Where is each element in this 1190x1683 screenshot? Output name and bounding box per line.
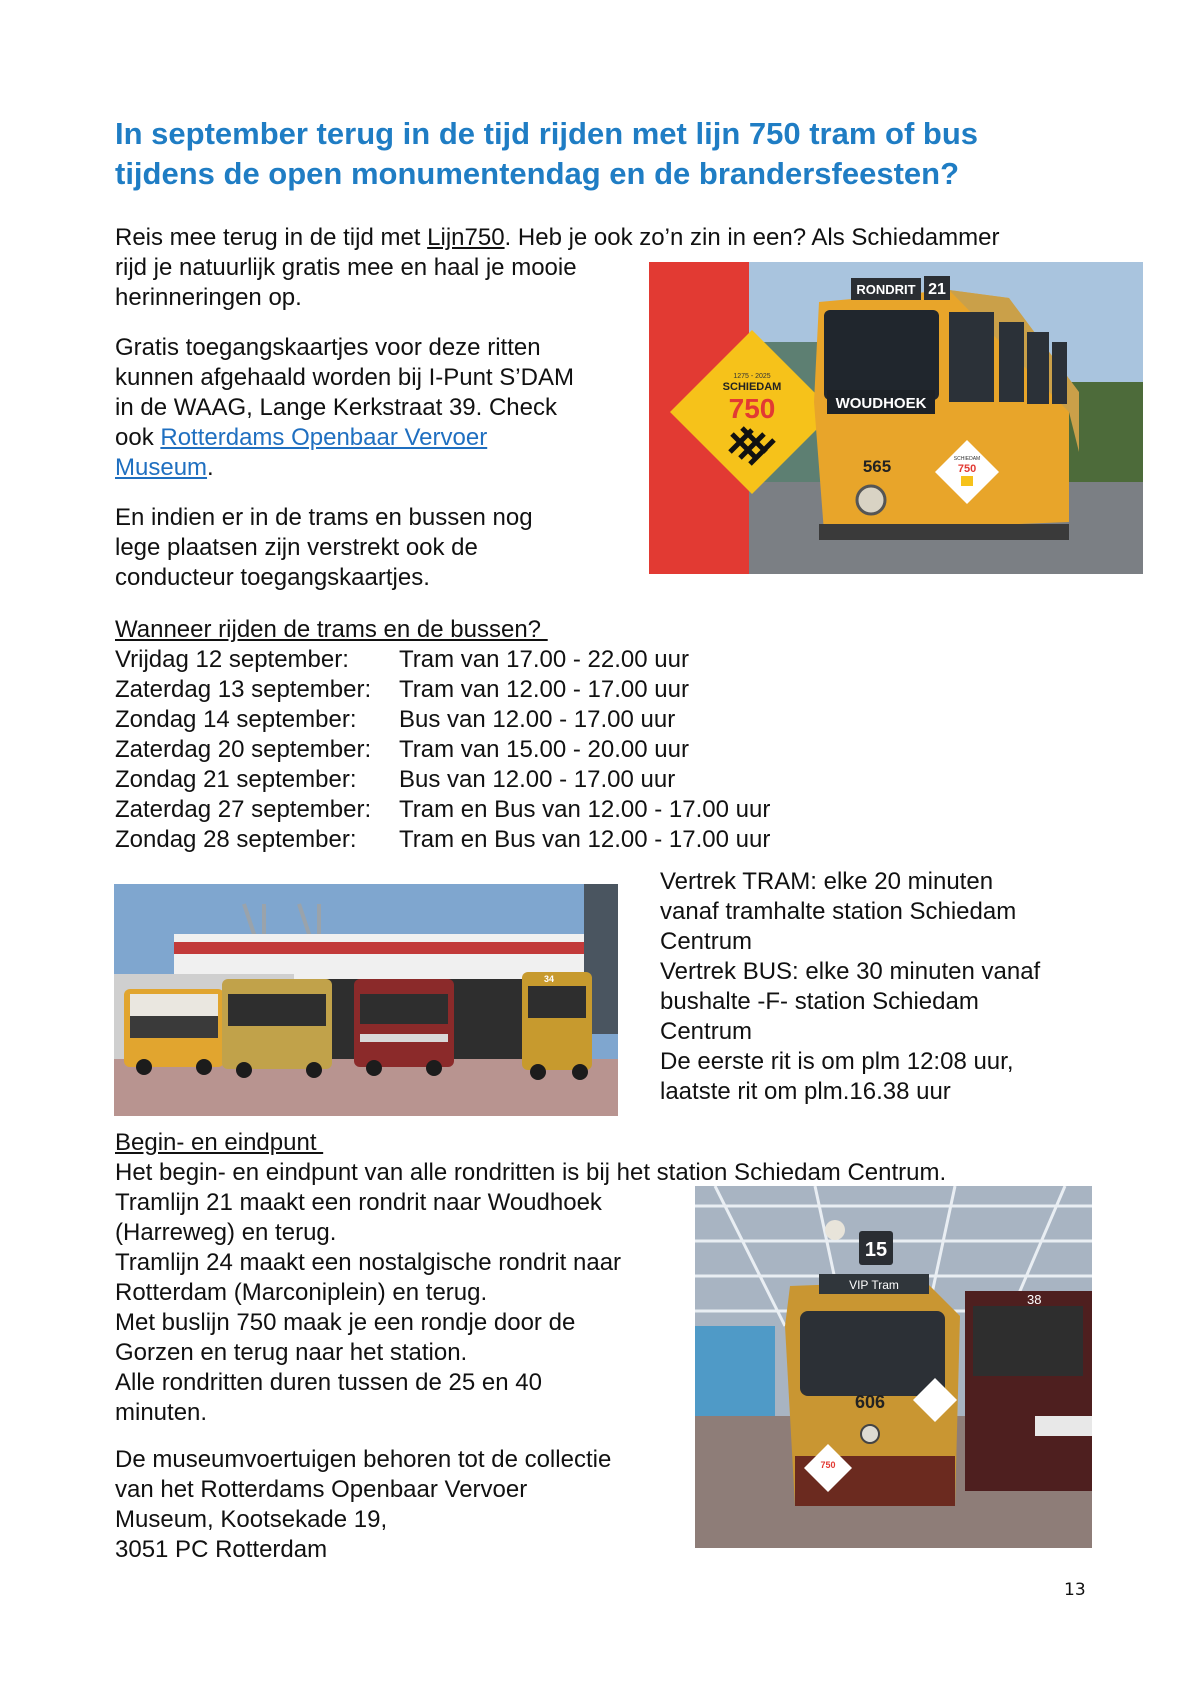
collection-line: Museum, Kootsekade 19,: [115, 1506, 388, 1533]
destination-sign-text: WOUDHOEK: [835, 395, 927, 412]
sticker-name-text: SCHIEDAM: [953, 456, 981, 462]
schedule-time: Tram van 15.00 - 20.00 uur: [399, 736, 689, 763]
departure-line: laatste rit om plm.16.38 uur: [660, 1078, 951, 1105]
schedule-time: Bus van 12.00 - 17.00 uur: [399, 766, 676, 793]
collection-line: 3051 PC Rotterdam: [115, 1536, 328, 1563]
vip-sign-text: VIP Tram: [849, 1278, 899, 1292]
tickets-line-2: kunnen afgehaald worden bij I-Punt S’DAM: [115, 364, 574, 391]
departure-line: De eerste rit is om plm 12:08 uur,: [660, 1048, 1014, 1075]
logo-number-text: 750: [728, 393, 776, 424]
endpoints-line-full: Het begin- en eindpunt van alle rondritten is bij het station Schiedam Centrum.: [115, 1159, 947, 1186]
schedule-row: [115, 735, 1015, 765]
intro-line-2: rijd je natuurlijk gratis mee en haal je mooie: [115, 254, 577, 281]
endpoint-line: Met buslijn 750 maak je een rondje door de: [115, 1309, 576, 1336]
schedule-day: Zondag 28 september:: [115, 826, 357, 853]
conductor-paragraph: [115, 503, 635, 593]
departure-line: Centrum: [660, 1018, 753, 1045]
schedule-row: [115, 675, 1015, 705]
intro-line-3: herinneringen op.: [115, 284, 302, 311]
collection-paragraph: [115, 1445, 675, 1565]
tickets-line-4-prefix: ook: [115, 424, 161, 451]
schedule-row: [115, 825, 1015, 855]
endpoint-line: Alle rondritten duren tussen de 25 en 40: [115, 1369, 542, 1396]
schedule-row: [115, 705, 1015, 735]
endpoint-line: Gorzen en terug naar het station.: [115, 1339, 468, 1366]
departures-text: [660, 867, 1120, 1107]
schedule-heading: Wanneer rijden de trams en de bussen?: [115, 616, 548, 643]
schedule-time: Tram en Bus van 12.00 - 17.00 uur: [399, 826, 771, 853]
schedule-list: [115, 645, 1015, 855]
tickets-line-1: Gratis toegangskaartjes voor deze ritten: [115, 334, 541, 361]
tickets-paragraph: [115, 333, 635, 483]
schedule-row: [115, 795, 1015, 825]
schedule-time: Bus van 12.00 - 17.00 uur: [399, 706, 676, 733]
departure-line: Centrum: [660, 928, 753, 955]
conductor-line-2: lege plaatsen zijn verstrekt ook de: [115, 534, 478, 561]
museum-link-part-1[interactable]: Rotterdams Openbaar Vervoer: [160, 424, 488, 451]
tram-fleet-number-text: 606: [854, 1392, 886, 1412]
tram-line-number-text: 15: [864, 1239, 888, 1261]
page-title: [115, 114, 1095, 194]
museum-link-part-2[interactable]: Museum: [115, 454, 208, 481]
schedule-day: Zaterdag 20 september:: [115, 736, 372, 763]
schedule-section: [115, 615, 1015, 855]
departure-line: Vertrek BUS: elke 30 minuten vanaf: [660, 958, 1041, 985]
schedule-time: Tram en Bus van 12.00 - 17.00 uur: [399, 796, 771, 823]
logo-name-text: SCHIEDAM: [722, 381, 782, 393]
endpoint-line: Rotterdam (Marconiplein) en terug.: [115, 1279, 488, 1306]
logo-years-text: 1275 - 2025: [733, 373, 771, 380]
departure-line: vanaf tramhalte station Schiedam: [660, 898, 1017, 925]
collection-line: De museumvoertuigen behoren tot de collectie: [115, 1446, 612, 1473]
tram-606-photo: [695, 1186, 1092, 1548]
tram-sticker-number-text: 750: [820, 1460, 836, 1470]
bus-38-number-text: 38: [1027, 1292, 1042, 1307]
schedule-day: Zaterdag 27 september:: [115, 796, 372, 823]
endpoints-heading: Begin- en eindpunt: [115, 1129, 324, 1156]
schedule-time: Tram van 17.00 - 22.00 uur: [399, 646, 689, 673]
route-sign-text: RONDRIT: [856, 282, 916, 297]
intro-text-before: Reis mee terug in de tijd met: [115, 224, 428, 251]
schedule-time: Tram van 12.00 - 17.00 uur: [399, 676, 689, 703]
lijn750-link[interactable]: Lijn750: [427, 224, 505, 251]
line-number-text: 21: [928, 281, 946, 298]
conductor-line-1: En indien er in de trams en bussen nog: [115, 504, 533, 531]
endpoint-line: minuten.: [115, 1399, 208, 1426]
conductor-line-3: conducteur toegangskaartjes.: [115, 564, 430, 591]
sticker-number-text: 750: [957, 463, 977, 475]
schedule-day: Zondag 21 september:: [115, 766, 357, 793]
endpoint-line: Tramlijn 21 maakt een rondrit naar Woudhoek: [115, 1189, 602, 1216]
schedule-day: Zaterdag 13 september:: [115, 676, 372, 703]
title-line-2: tijdens de open monumentendag en de brandersfeesten?: [115, 156, 960, 191]
departure-line: bushalte -F- station Schiedam: [660, 988, 979, 1015]
endpoint-line: Tramlijn 24 maakt een nostalgische rondrit naar: [115, 1249, 622, 1276]
intro-text-after: . Heb je ook zo’n zin in een? Als Schiedammer: [504, 224, 1000, 251]
bus-number-text: 34: [544, 974, 555, 984]
schedule-row: [115, 645, 1015, 675]
bus-depot-photo: [114, 884, 618, 1116]
departure-line: Vertrek TRAM: elke 20 minuten: [660, 868, 994, 895]
endpoint-line: (Harreweg) en terug.: [115, 1219, 337, 1246]
schedule-day: Vrijdag 12 september:: [115, 646, 349, 673]
schedule-day: Zondag 14 september:: [115, 706, 357, 733]
title-line-1: In september terug in de tijd rijden met lijn 750 tram of bus: [115, 116, 978, 151]
tram-565-photo: [649, 262, 1143, 574]
collection-line: van het Rotterdams Openbaar Vervoer: [115, 1476, 528, 1503]
tickets-line-3: in de WAAG, Lange Kerkstraat 39. Check: [115, 394, 557, 421]
schedule-row: [115, 765, 1015, 795]
tickets-suffix: .: [207, 454, 214, 481]
fleet-number-text: 565: [862, 457, 892, 476]
page-number: 13: [1064, 1580, 1086, 1600]
